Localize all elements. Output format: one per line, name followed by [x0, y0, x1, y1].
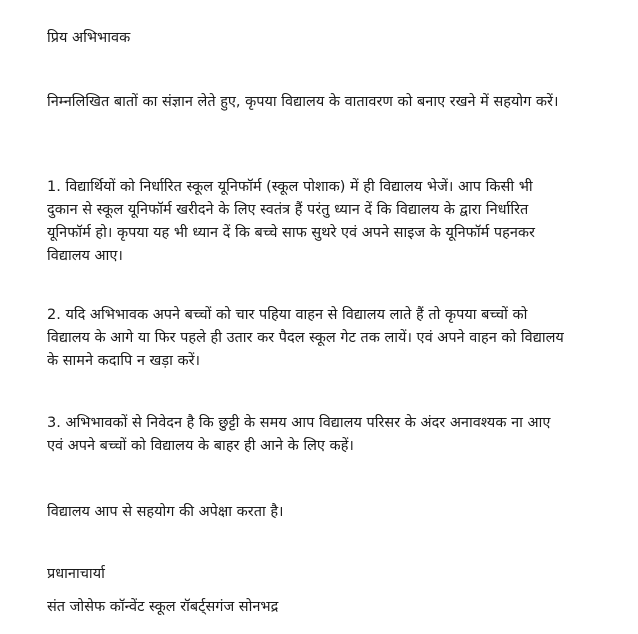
salutation: प्रिय अभिभावक [47, 30, 131, 46]
school-name: संत जोसेफ कॉन्वेंट स्कूल रॉबर्ट्सगंज सोनभद्र [47, 599, 279, 615]
point-campus-entry: 3. अभिभावकों से निवेदन है कि छुट्टी के समय आप विद्यालय परिसर के अंदर अनावश्यक ना आए एवं अपने बच्चों को विद्यालय के बाहर ही आने के लिए कहें। [47, 415, 551, 454]
point-vehicle: 2. यदि अभिभावक अपने बच्चों को चार पहिया वाहन से विद्यालय लाते हैं तो कृपया बच्चों को विद्यालय के आगे या फिर पहले ही उतार कर पैदल स्कूल गेट तक लायें। एवं अपने वाहन को विद्यालय के सामने कदापि न खड़ा करें। [47, 307, 564, 369]
closing-line: विद्यालय आप से सहयोग की अपेक्षा करता है। [47, 504, 284, 520]
intro-paragraph: निम्नलिखित बातों का संज्ञान लेते हुए, कृपया विद्यालय के वातावरण को बनाए रखने में सहयोग करें। [47, 94, 559, 110]
signatory-designation: प्रधानाचार्या [47, 566, 105, 582]
point-uniform: 1. विद्यार्थियों को निर्धारित स्कूल यूनिफॉर्म (स्कूल पोशाक) में ही विद्यालय भेजें। आप किसी भी दुकान से स्कूल यूनिफॉर्म खरीदने के लिए स्वतंत्र हैं परंतु ध्यान दें कि विद्यालय के द्वारा निर्धारित यूनिफॉर्म हो। कृपया यह भी ध्यान दें कि बच्चे साफ सुथरे एवं अपने साइज के यूनिफॉर्म पहनकर विद्यालय आए। [47, 179, 535, 264]
